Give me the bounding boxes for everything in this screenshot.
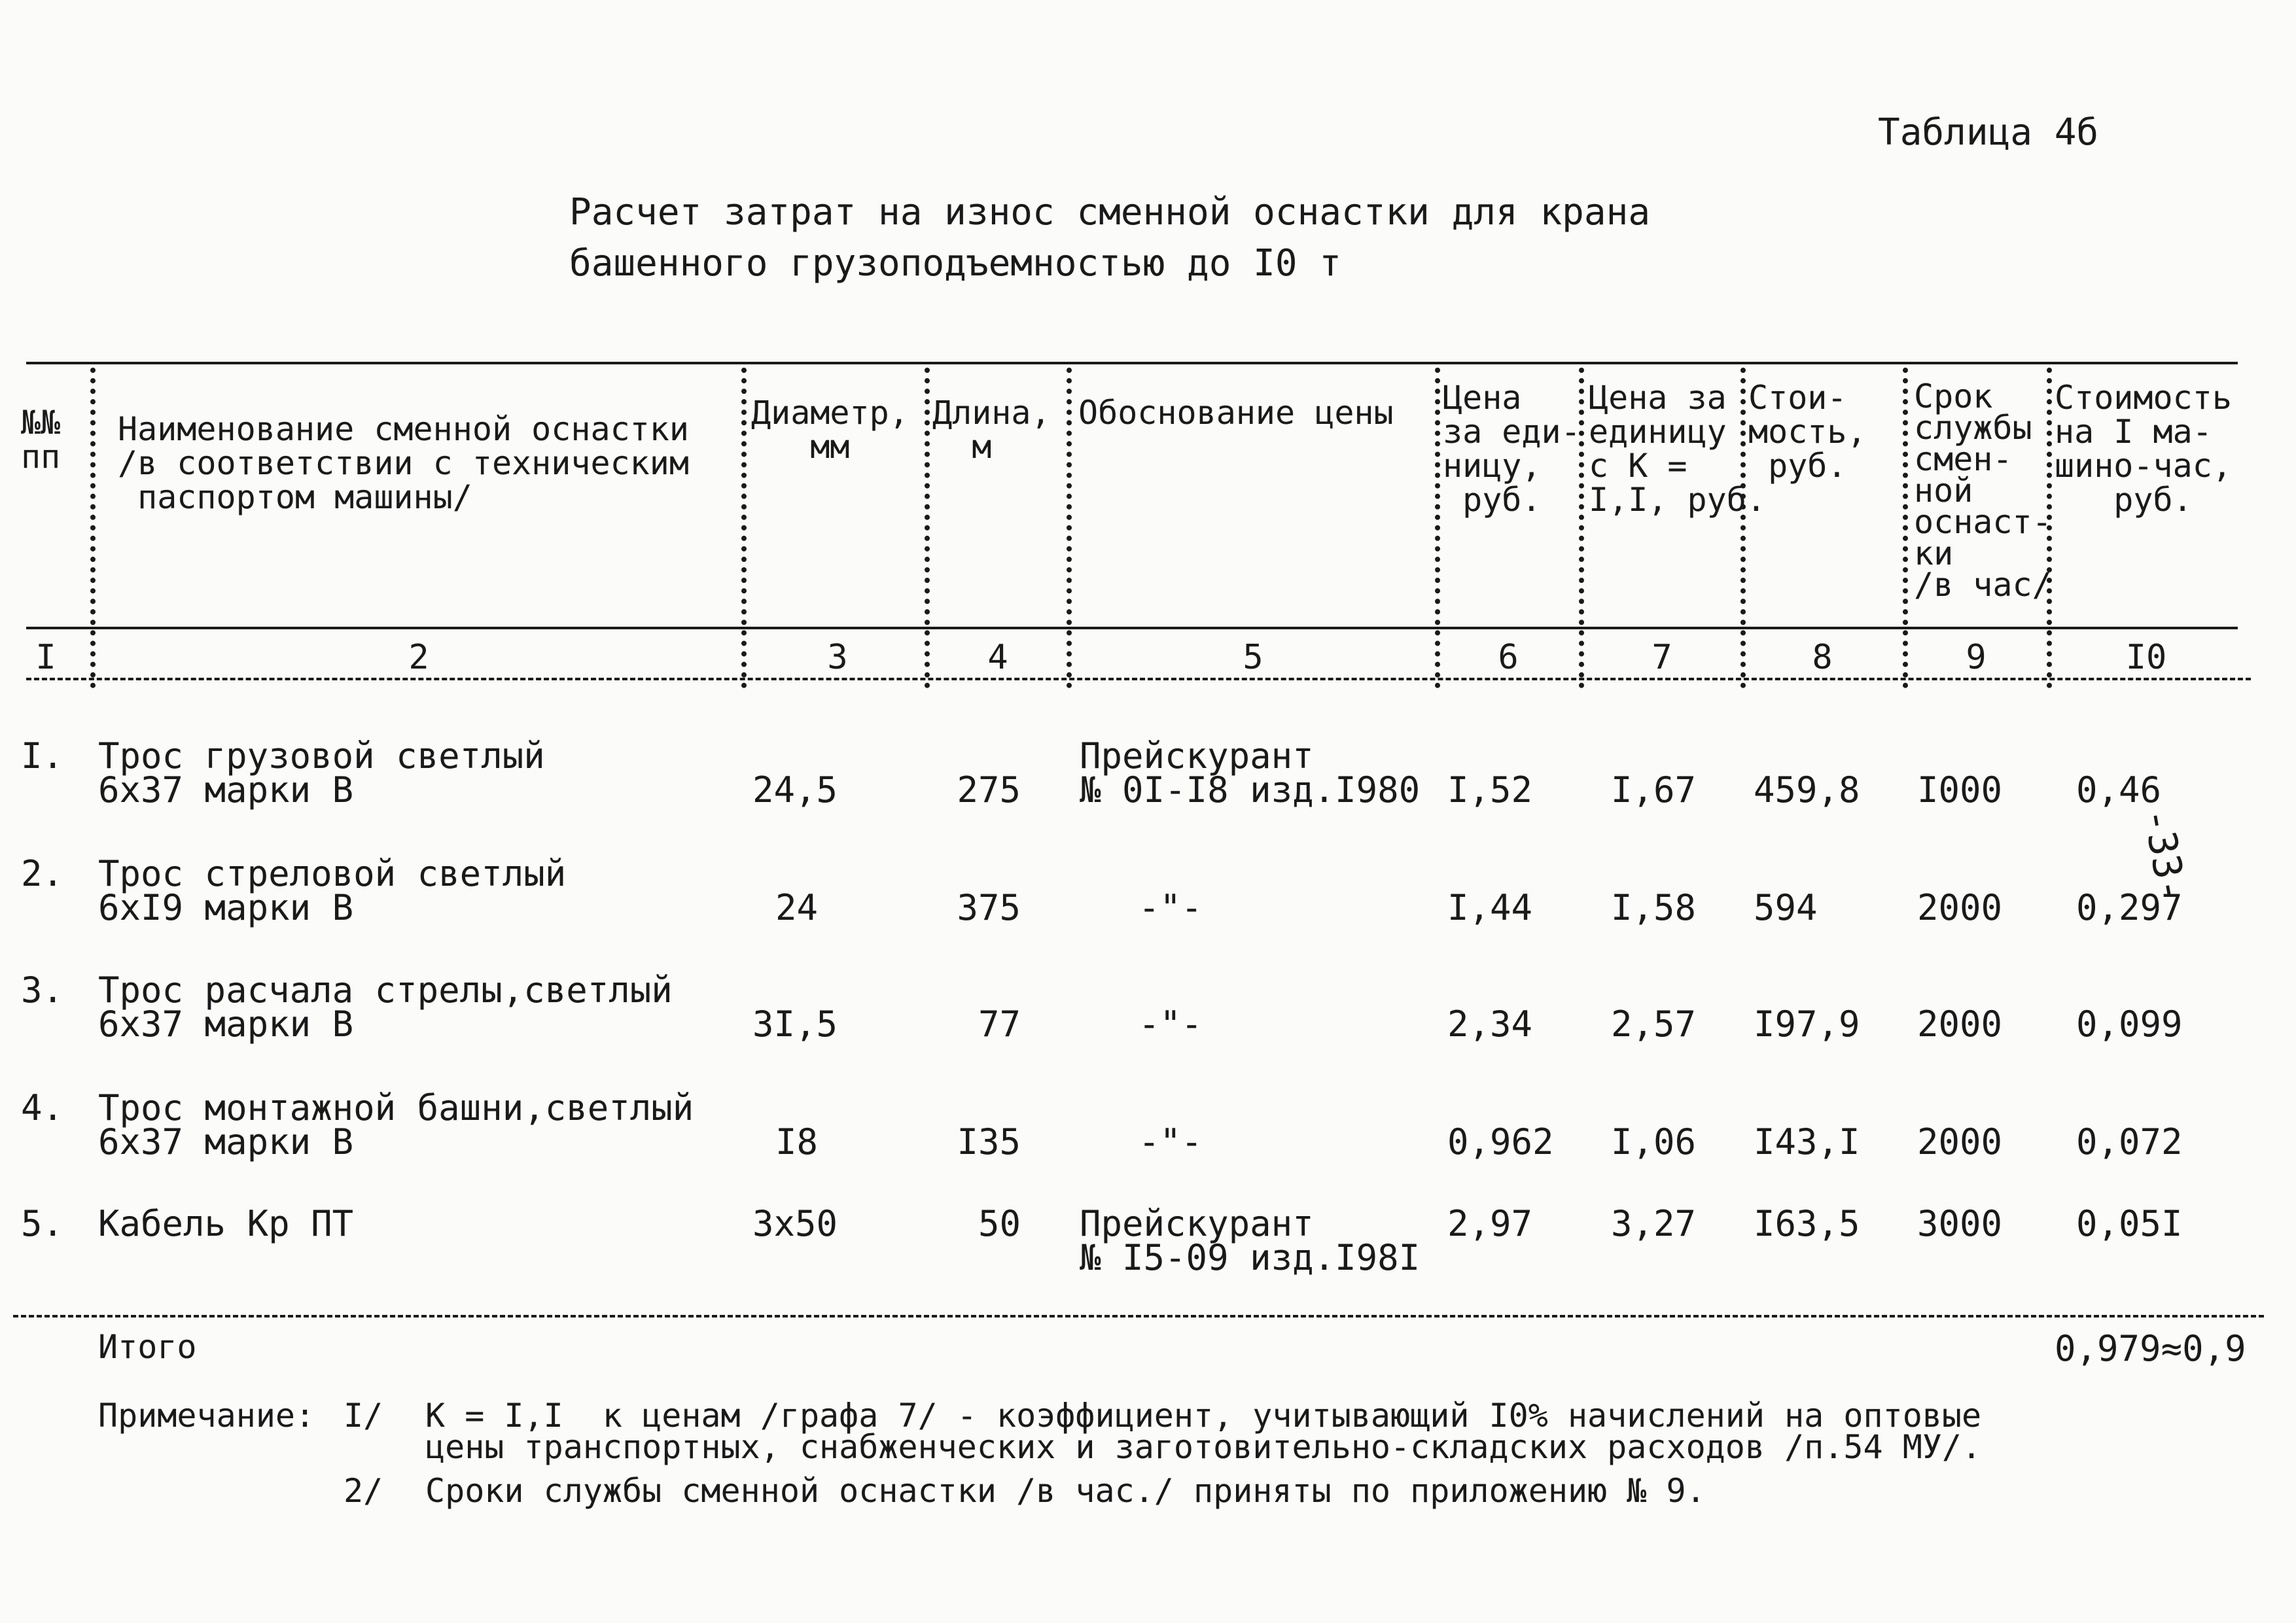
header-service-term: Срок службы смен- ной оснаст- ки /в час/ (1914, 377, 2052, 604)
column-separator (1067, 368, 1072, 688)
row-4-cost-per-hour: 0,072 (2076, 1121, 2183, 1162)
row-5-price-basis: Прейскурант № I5-09 изд.I98I (1080, 1203, 1421, 1278)
total-value: 0,979≈0,9 (2055, 1328, 2246, 1369)
row-3-cost: I97,9 (1754, 1003, 1860, 1045)
column-separator (741, 368, 747, 688)
column-number: 5 (1243, 638, 1263, 677)
row-4-cost: I43,I (1754, 1121, 1860, 1162)
row-5-service-term: 3000 (1917, 1203, 2003, 1244)
total-label: Итого (98, 1328, 197, 1366)
row-4-unit-price-k: I,06 (1611, 1121, 1697, 1162)
row-5-unit-price: 2,97 (1447, 1203, 1533, 1244)
row-5-cost-per-hour: 0,05I (2076, 1203, 2183, 1244)
column-separator (90, 368, 96, 688)
header-cost: Стои- мость, руб. (1748, 379, 1867, 485)
row-4-price-basis: -"- (1139, 1121, 1203, 1162)
table-top-rule (26, 362, 2238, 364)
row-2-cost-per-hour: 0,297 (2076, 887, 2183, 928)
row-4-diameter: I8 (775, 1121, 818, 1162)
row-1-length: 275 (957, 769, 1021, 811)
column-number: 2 (408, 638, 429, 677)
row-2-cost: 594 (1754, 887, 1818, 928)
row-2-diameter: 24 (775, 887, 818, 928)
row-2-unit-price: I,44 (1447, 887, 1533, 928)
header-length: Длина, м (932, 394, 1051, 466)
title-line-1: Расчет затрат на износ сменной оснастки для крана (569, 191, 1651, 234)
row-3-length: 77 (978, 1003, 1021, 1045)
row-1-cost: 459,8 (1754, 769, 1860, 811)
total-rule (13, 1315, 2264, 1318)
title-line-2: башенного грузоподъемностью до I0 т (569, 242, 1342, 285)
header-name: Наименование сменной оснастки /в соответствии с техническим паспортом машины/ (118, 410, 689, 516)
row-5-diameter: 3х50 (752, 1203, 838, 1244)
column-number: I (35, 638, 56, 677)
column-number: 8 (1812, 638, 1833, 677)
header-diameter: Диаметр, мм (751, 394, 909, 466)
row-3-diameter: 3I,5 (752, 1003, 838, 1045)
row-2-unit-price-k: I,58 (1611, 887, 1697, 928)
column-number: 3 (827, 638, 848, 677)
row-1-no: I. (21, 735, 64, 777)
header-unit-price-k: Цена за единицу с К = I,I, руб. (1589, 379, 1766, 519)
note-2-text: Сроки службы сменной оснастки /в час./ приняты по приложению № 9. (425, 1472, 1706, 1510)
row-2-name: Трос стреловой светлый 6хI9 марки В (98, 853, 567, 928)
row-4-service-term: 2000 (1917, 1121, 2003, 1162)
row-3-name: Трос расчала стрелы,светлый 6х37 марки В (98, 969, 673, 1045)
row-2-no: 2. (21, 853, 64, 894)
column-number: 4 (987, 638, 1008, 677)
row-4-name: Трос монтажной башни,светлый 6х37 марки В (98, 1087, 694, 1162)
row-1-unit-price-k: I,67 (1611, 769, 1697, 811)
row-3-service-term: 2000 (1917, 1003, 2003, 1045)
column-number: 6 (1498, 638, 1519, 677)
row-2-length: 375 (957, 887, 1021, 928)
row-5-cost: I63,5 (1754, 1203, 1860, 1244)
table-number-label: Таблица 4б (1878, 111, 2099, 154)
column-separator (925, 368, 930, 688)
header-cost-per-hour: Стоимость на I ма- шино-час, руб. (2055, 379, 2232, 519)
row-3-cost-per-hour: 0,099 (2076, 1003, 2183, 1045)
row-3-price-basis: -"- (1139, 1003, 1203, 1045)
row-1-cost-per-hour: 0,46 (2076, 769, 2162, 811)
header-unit-price: Цена за еди- ницу, руб. (1443, 379, 1581, 519)
notes-label: Примечание: (98, 1397, 315, 1435)
row-3-no: 3. (21, 969, 64, 1011)
column-number: I0 (2125, 638, 2167, 677)
column-number: 9 (1966, 638, 1987, 677)
column-separator (1903, 368, 1908, 688)
column-separator (1435, 368, 1440, 688)
row-1-unit-price: I,52 (1447, 769, 1533, 811)
note-1-text: К = I,I к ценам /графа 7/ - коэффициент, учитывающий I0% начислений на оптовые цены транспортных, снабженческих и заготовительно-складских расходов /п.54 МУ/. (425, 1397, 1982, 1466)
column-numbers-rule (26, 678, 2251, 680)
note-2-number: 2/ (344, 1472, 383, 1510)
row-1-diameter: 24,5 (752, 769, 838, 811)
row-5-length: 50 (978, 1203, 1021, 1244)
row-3-unit-price: 2,34 (1447, 1003, 1533, 1045)
header-price-basis: Обоснование цены (1078, 394, 1394, 432)
row-5-unit-price-k: 3,27 (1611, 1203, 1697, 1244)
header-no: №№ пп (21, 404, 61, 476)
row-3-unit-price-k: 2,57 (1611, 1003, 1697, 1045)
row-1-price-basis: Прейскурант № 0I-I8 изд.I980 (1080, 735, 1421, 811)
row-1-name: Трос грузовой светлый 6х37 марки В (98, 735, 545, 811)
row-1-service-term: I000 (1917, 769, 2003, 811)
row-4-unit-price: 0,962 (1447, 1121, 1554, 1162)
column-number: 7 (1651, 638, 1672, 677)
row-4-length: I35 (957, 1121, 1021, 1162)
row-5-name: Кабель Кр ПТ (98, 1203, 354, 1244)
row-4-no: 4. (21, 1087, 64, 1128)
row-5-no: 5. (21, 1203, 64, 1244)
page-number-mark: -33- (2134, 805, 2196, 906)
note-1-number: I/ (344, 1397, 383, 1435)
row-2-price-basis: -"- (1139, 887, 1203, 928)
row-2-service-term: 2000 (1917, 887, 2003, 928)
